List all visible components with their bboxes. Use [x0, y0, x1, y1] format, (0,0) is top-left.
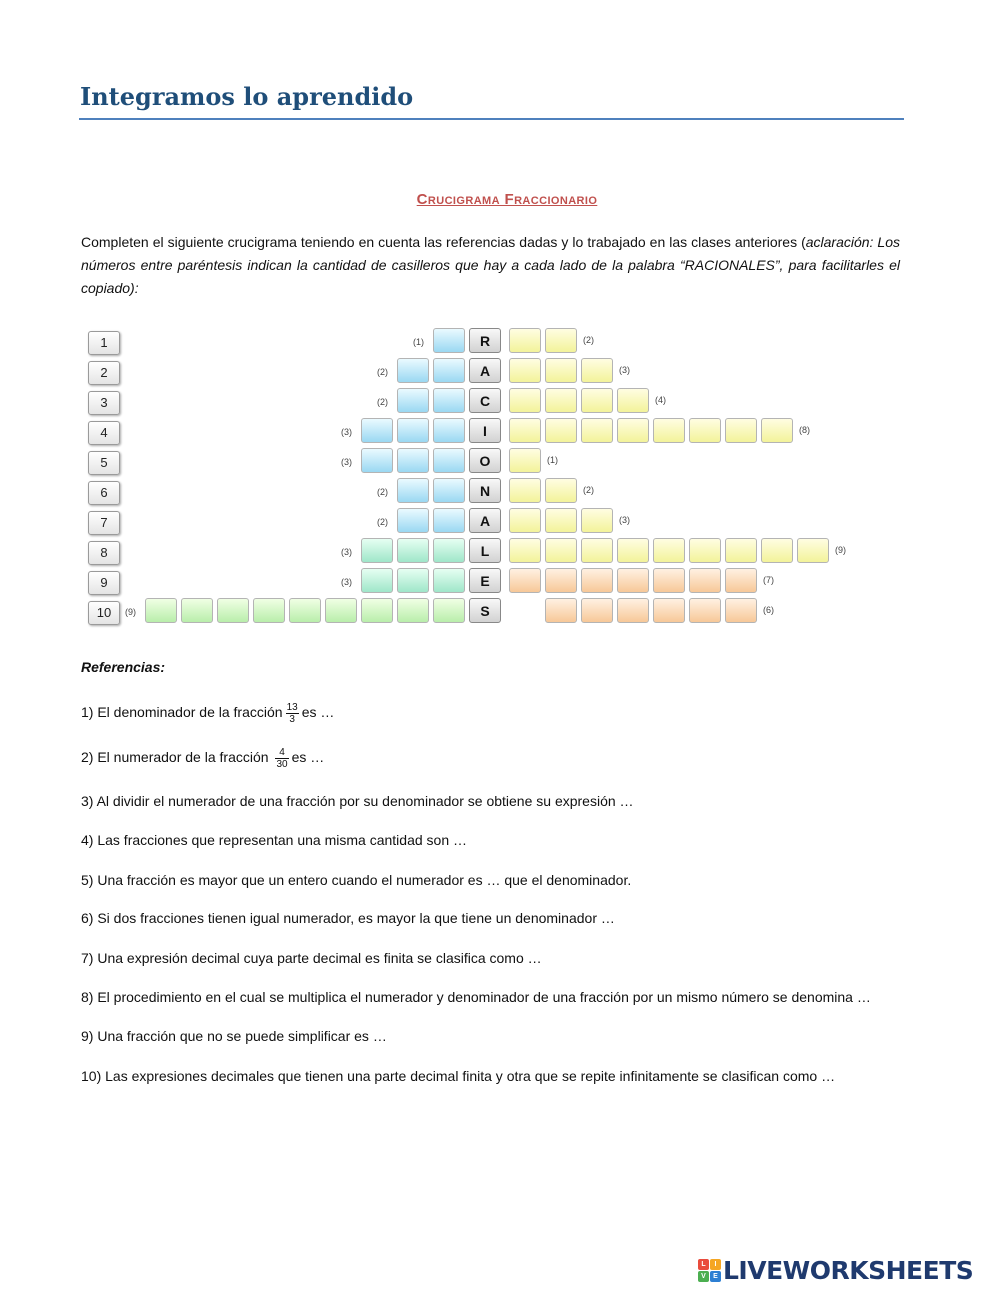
page-title: Integramos lo aprendido [80, 82, 414, 111]
answer-cell[interactable] [725, 598, 757, 623]
answer-cell[interactable] [433, 478, 465, 503]
answer-cell[interactable] [689, 568, 721, 593]
reference-10: 10) Las expresiones decimales que tienen una parte decimal finita y otra que se repite infinitamente se clasifican como … [81, 1068, 836, 1084]
reference-2-text: 2) El numerador de la fracción [81, 749, 269, 766]
answer-cell[interactable] [545, 358, 577, 383]
answer-cell[interactable] [509, 358, 541, 383]
answer-cell[interactable] [397, 448, 429, 473]
crossword-title: Crucigrama Fraccionario [416, 191, 598, 208]
row-number-7: 7 [88, 511, 120, 535]
keyword-letter-cell: C [469, 388, 501, 413]
answer-cell[interactable] [397, 538, 429, 563]
logo-mark-icon: L I V E [698, 1259, 721, 1282]
answer-cell[interactable] [581, 508, 613, 533]
answer-cell[interactable] [617, 538, 649, 563]
intro-text: Completen el siguiente crucigrama teniendo en cuenta las referencias dadas y lo trabajado en las clases anteriores ( [81, 234, 806, 250]
answer-cell[interactable] [397, 358, 429, 383]
keyword-letter-cell: I [469, 418, 501, 443]
answer-cell[interactable] [761, 418, 793, 443]
row-8-right-count: (9) [835, 545, 846, 555]
reference-1-end: es … [301, 704, 335, 721]
row-7-right-count: (3) [619, 515, 630, 525]
row-6-left-count: (2) [377, 487, 388, 497]
row-8-left-count: (3) [341, 547, 352, 557]
row-5-left-count: (3) [341, 457, 352, 467]
answer-cell[interactable] [253, 598, 285, 623]
reference-8: 8) El procedimiento en el cual se multiplica el numerador y denominador de una fracción por un mismo número se denomina … [81, 989, 871, 1005]
keyword-letter-cell: N [469, 478, 501, 503]
answer-cell[interactable] [653, 568, 685, 593]
fraction-4-30: $\frac{4}{30}$ [276, 747, 288, 770]
answer-cell[interactable] [433, 328, 465, 353]
answer-cell[interactable] [361, 568, 393, 593]
row-number-5: 5 [88, 451, 120, 475]
row-number-4: 4 [88, 421, 120, 445]
answer-cell[interactable] [397, 418, 429, 443]
reference-2-end: es … [291, 749, 325, 766]
keyword-letter-cell: O [469, 448, 501, 473]
answer-cell[interactable] [617, 568, 649, 593]
answer-cell[interactable] [653, 418, 685, 443]
keyword-letter-cell: S [469, 598, 501, 623]
answer-cell[interactable] [581, 568, 613, 593]
answer-cell[interactable] [653, 538, 685, 563]
reference-5: 5) Una fracción es mayor que un entero cuando el numerador es … que el denominador. [81, 872, 632, 888]
row-5-right-count: (1) [547, 455, 558, 465]
answer-cell[interactable] [433, 508, 465, 533]
reference-9: 9) Una fracción que no se puede simplificar es … [81, 1028, 387, 1044]
keyword-letter-cell: L [469, 538, 501, 563]
answer-cell[interactable] [397, 508, 429, 533]
logo-text: LIVEWORKSHEETS [723, 1255, 974, 1285]
reference-6: 6) Si dos fracciones tienen igual numerador, es mayor la que tiene un denominador … [81, 910, 615, 926]
row-9-right-count: (7) [763, 575, 774, 585]
answer-cell[interactable] [689, 418, 721, 443]
references-heading: Referencias: [81, 659, 166, 675]
answer-cell[interactable] [689, 598, 721, 623]
answer-cell[interactable] [581, 598, 613, 623]
answer-cell[interactable] [653, 598, 685, 623]
answer-cell[interactable] [361, 448, 393, 473]
intro-note: aclaración: Los números entre paréntesis indican la cantidad de casilleros que hay a cada lado de la palabra “RACIONALES”, para facilitarles el copiado): [81, 234, 901, 296]
answer-cell[interactable] [509, 478, 541, 503]
reference-7: 7) Una expresión decimal cuya parte decimal es finita se clasifica como … [81, 950, 542, 966]
row-number-3: 3 [88, 391, 120, 415]
answer-cell[interactable] [397, 568, 429, 593]
answer-cell[interactable] [545, 388, 577, 413]
answer-cell[interactable] [145, 598, 177, 623]
answer-cell[interactable] [689, 538, 721, 563]
row-7-left-count: (2) [377, 517, 388, 527]
answer-cell[interactable] [433, 388, 465, 413]
reference-2 [81, 747, 324, 770]
answer-cell[interactable] [361, 538, 393, 563]
answer-cell[interactable] [361, 598, 393, 623]
answer-cell[interactable] [289, 598, 321, 623]
answer-cell[interactable] [797, 538, 829, 563]
answer-cell[interactable] [509, 328, 541, 353]
answer-cell[interactable] [217, 598, 249, 623]
row-number-10: 10 [88, 601, 120, 625]
row-2-left-count: (2) [377, 367, 388, 377]
answer-cell[interactable] [325, 598, 357, 623]
answer-cell[interactable] [725, 538, 757, 563]
answer-cell[interactable] [509, 538, 541, 563]
row-6-right-count: (2) [583, 485, 594, 495]
answer-cell[interactable] [725, 568, 757, 593]
reference-1 [81, 702, 334, 725]
row-2-right-count: (3) [619, 365, 630, 375]
answer-cell[interactable] [545, 538, 577, 563]
answer-cell[interactable] [545, 508, 577, 533]
answer-cell[interactable] [433, 448, 465, 473]
row-1-right-count: (2) [583, 335, 594, 345]
row-number-9: 9 [88, 571, 120, 595]
row-10-right-count: (6) [763, 605, 774, 615]
reference-1-text: 1) El denominador de la fracción [81, 704, 283, 721]
answer-cell[interactable] [433, 568, 465, 593]
intro-paragraph [81, 231, 900, 300]
answer-cell[interactable] [545, 328, 577, 353]
answer-cell[interactable] [581, 358, 613, 383]
keyword-letter-cell: E [469, 568, 501, 593]
row-4-right-count: (8) [799, 425, 810, 435]
answer-cell[interactable] [509, 508, 541, 533]
row-number-1: 1 [88, 331, 120, 355]
answer-cell[interactable] [433, 358, 465, 383]
answer-cell[interactable] [509, 418, 541, 443]
row-4-left-count: (3) [341, 427, 352, 437]
answer-cell[interactable] [581, 388, 613, 413]
answer-cell[interactable] [761, 538, 793, 563]
row-number-6: 6 [88, 481, 120, 505]
answer-cell[interactable] [581, 418, 613, 443]
fraction-13-3: $\frac{13}{3}$ [286, 702, 298, 725]
title-underline [79, 118, 904, 120]
keyword-letter-cell: A [469, 358, 501, 383]
liveworksheets-logo [698, 1252, 973, 1288]
row-9-left-count: (3) [341, 577, 352, 587]
row-number-8: 8 [88, 541, 120, 565]
answer-cell[interactable] [433, 598, 465, 623]
answer-cell[interactable] [617, 418, 649, 443]
answer-cell[interactable] [361, 418, 393, 443]
row-3-left-count: (2) [377, 397, 388, 407]
answer-cell[interactable] [545, 598, 577, 623]
row-10-left-count: (9) [125, 607, 136, 617]
row-number-2: 2 [88, 361, 120, 385]
answer-cell[interactable] [433, 538, 465, 563]
answer-cell[interactable] [581, 538, 613, 563]
answer-cell[interactable] [397, 478, 429, 503]
answer-cell[interactable] [397, 388, 429, 413]
answer-cell[interactable] [617, 598, 649, 623]
answer-cell[interactable] [545, 568, 577, 593]
row-1-left-count: (1) [413, 337, 424, 347]
answer-cell[interactable] [545, 478, 577, 503]
answer-cell[interactable] [725, 418, 757, 443]
answer-cell[interactable] [181, 598, 213, 623]
answer-cell[interactable] [433, 418, 465, 443]
answer-cell[interactable] [509, 388, 541, 413]
answer-cell[interactable] [617, 388, 649, 413]
reference-3: 3) Al dividir el numerador de una fracción por su denominador se obtiene su expresión … [81, 793, 634, 809]
answer-cell[interactable] [397, 598, 429, 623]
reference-4: 4) Las fracciones que representan una misma cantidad son … [81, 832, 467, 848]
answer-cell[interactable] [509, 448, 541, 473]
answer-cell[interactable] [545, 418, 577, 443]
row-3-right-count: (4) [655, 395, 666, 405]
keyword-letter-cell: R [469, 328, 501, 353]
answer-cell[interactable] [509, 568, 541, 593]
keyword-letter-cell: A [469, 508, 501, 533]
